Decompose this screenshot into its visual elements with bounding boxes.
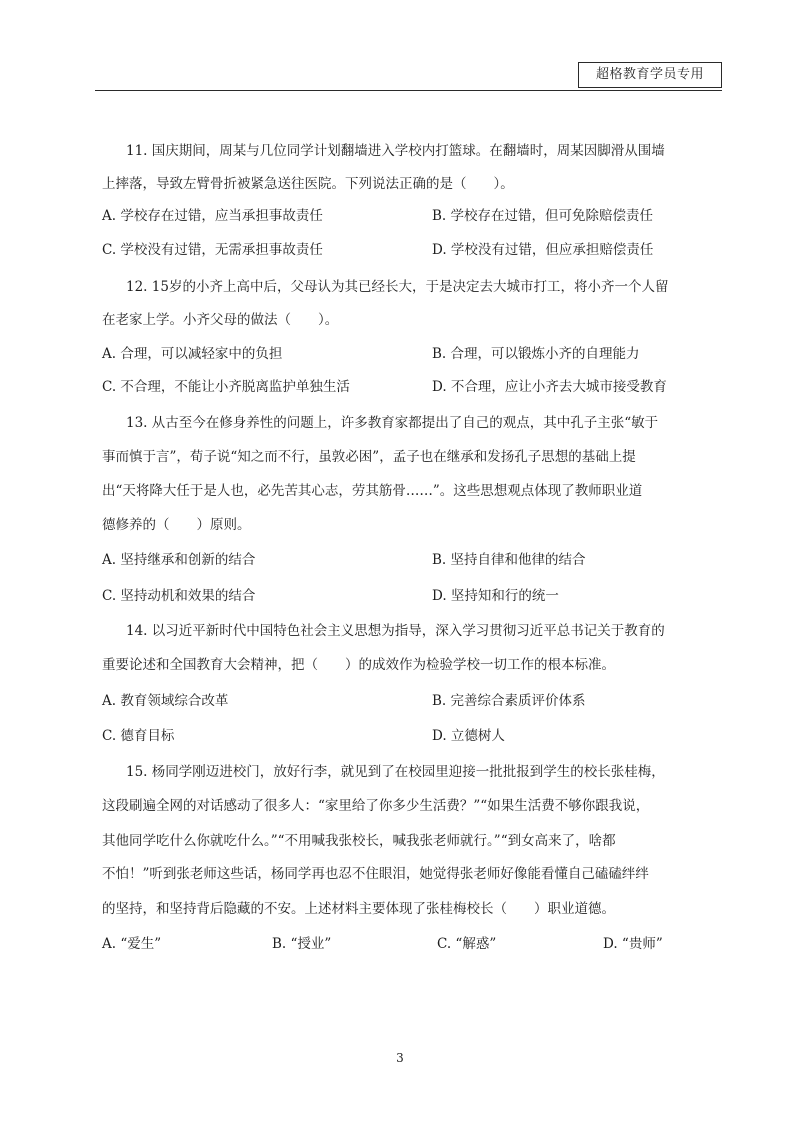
question-11-line-1: 11. 国庆期间，周某与几位同学计划翻墙进入学校内打篮球。在翻墙时，周某因脚滑从围墙	[126, 143, 665, 159]
question-15-line-5: 的坚持，和坚持背后隐藏的不安。上述材料主要体现了张桂梅校长（ ）职业道德。	[102, 901, 615, 917]
question-15-option-d: D. “贵师”	[603, 936, 663, 952]
question-13-line-3: 出“天将降大任于是人也，必先苦其心志，劳其筋骨……”。这些思想观点体现了教师职业道	[102, 483, 643, 499]
question-15-line-4: 不怕！”听到张老师这些话，杨同学再也忍不住眼泪，她觉得张老师好像能看懂自己磕磕绊绊	[102, 866, 649, 882]
question-14-option-c: C. 德育目标	[102, 728, 175, 744]
question-15-line-2: 这段刷遍全网的对话感动了很多人：“家里给了你多少生活费？”“如果生活费不够你跟我说，	[102, 798, 650, 814]
question-15-option-c: C. “解惑”	[437, 936, 497, 952]
question-15-line-3: 其他同学吃什么你就吃什么。”“不用喊我张校长，喊我张老师就行。”“到女高来了，啥都	[102, 833, 616, 849]
question-13-option-c: C. 坚持动机和效果的结合	[102, 588, 256, 604]
question-13-option-d: D. 坚持知和行的统一	[432, 588, 559, 604]
question-14-line-1: 14. 以习近平新时代中国特色社会主义思想为指导，深入学习贯彻习近平总书记关于教育的	[126, 623, 665, 639]
question-14-option-d: D. 立德树人	[432, 728, 505, 744]
question-12-option-b: B. 合理，可以锻炼小齐的自理能力	[432, 346, 640, 362]
page-number: 3	[396, 1051, 404, 1065]
question-12-option-a: A. 合理，可以减轻家中的负担	[102, 346, 283, 362]
question-11-option-a: A. 学校存在过错，应当承担事故责任	[102, 208, 323, 224]
header-rule	[95, 90, 722, 91]
question-12-option-d: D. 不合理，应让小齐去大城市接受教育	[432, 379, 667, 395]
question-11-line-2: 上摔落，导致左臂骨折被紧急送往医院。下列说法正确的是（ ）。	[102, 176, 514, 192]
question-13-line-1: 13. 从古至今在修身养性的问题上，许多教育家都提出了自己的观点，其中孔子主张“敏于	[126, 415, 659, 431]
question-15-option-b: B. “授业”	[272, 936, 332, 952]
question-13-option-a: A. 坚持继承和创新的结合	[102, 552, 256, 568]
question-12-line-2: 在老家上学。小齐父母的做法（ ）。	[102, 312, 339, 328]
header-label: 超格教育学员专用	[578, 62, 722, 88]
question-15-option-a: A. “爱生”	[102, 936, 162, 952]
question-14-option-b: B. 完善综合素质评价体系	[432, 693, 586, 709]
question-13-line-4: 德修养的（ ）原则。	[102, 517, 251, 533]
question-12-option-c: C. 不合理，不能让小齐脱离监护单独生活	[102, 379, 350, 395]
question-12-line-1: 12. 15岁的小齐上高中后，父母认为其已经长大，于是决定去大城市打工，将小齐一个人留	[126, 279, 669, 295]
question-14-line-2: 重要论述和全国教育大会精神，把（ ）的成效作为检验学校一切工作的根本标准。	[102, 657, 615, 673]
question-11-option-c: C. 学校没有过错，无需承担事故责任	[102, 242, 323, 258]
question-11-option-b: B. 学校存在过错，但可免除赔偿责任	[432, 208, 654, 224]
question-15-line-1: 15. 杨同学刚迈进校门，放好行李，就见到了在校园里迎接一批批报到学生的校长张桂梅，	[126, 764, 665, 780]
question-14-option-a: A. 教育领域综合改革	[102, 693, 229, 709]
question-11-option-d: D. 学校没有过错，但应承担赔偿责任	[432, 242, 654, 258]
question-13-option-b: B. 坚持自律和他律的结合	[432, 552, 586, 568]
question-13-line-2: 事而慎于言”，荀子说“知之而不行，虽敦必困”，孟子也在继承和发扬孔子思想的基础上提	[102, 449, 636, 465]
